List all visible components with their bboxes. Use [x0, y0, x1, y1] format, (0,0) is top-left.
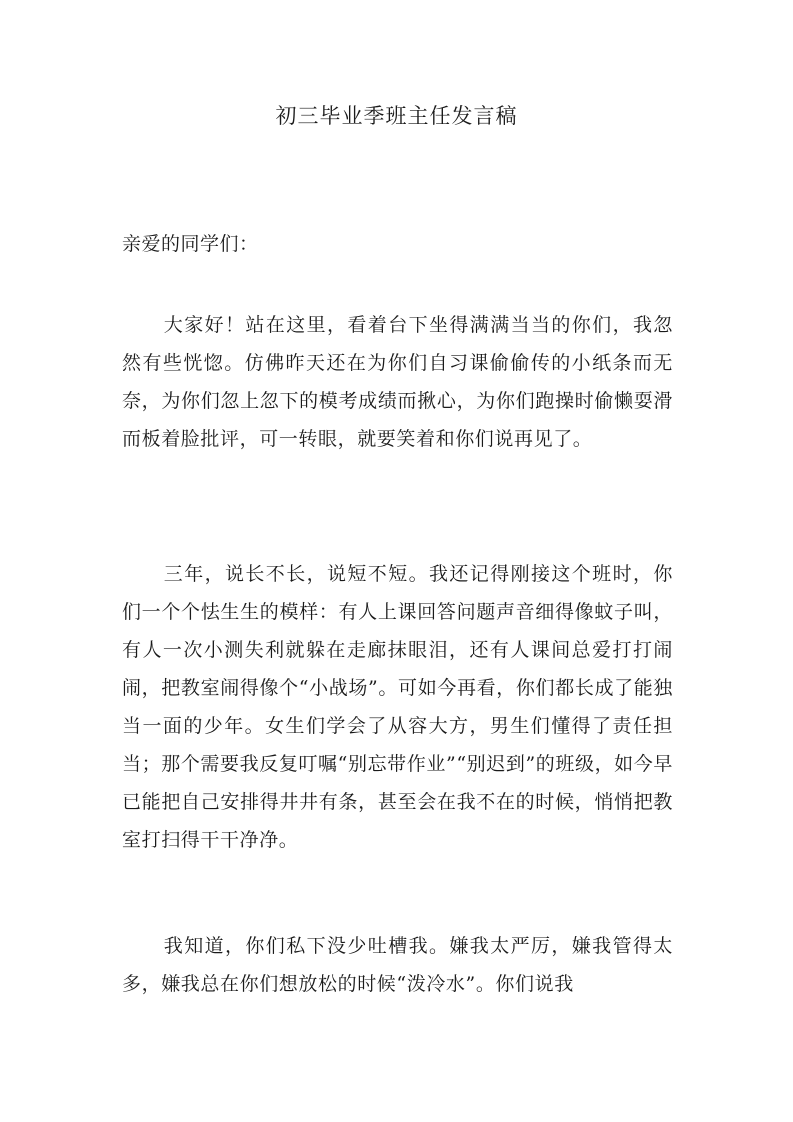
paragraph: 大家好！站在这里，看着台下坐得满满当当的你们，我忽然有些恍惚。仿佛昨天还在为你们自习课偷偷传的小纸条而无奈，为你们忽上忽下的模考成绩而揪心，为你们跑操时偷懒耍滑而板着脸批评，可一转眼，就要笑着和你们说再见了。: [122, 314, 673, 450]
paragraph: 三年，说长不长，说短不短。我还记得刚接这个班时，你们一个个怯生生的模样：有人上课回答问题声音细得像蚊子叫，有人一次小测失利就躲在走廊抹眼泪，还有人课间总爱打打闹闹，把教室闹得像个“小战场”。可如今再看，你们都长成了能独当一面的少年。女生们学会了从容大方，男生们懂得了责任担当；那个需要我反复叮嘱“别忘带作业”“别迟到”的班级，如今早已能把自己安排得井井有条，甚至会在我不在的时候，悄悄把教室打扫得干干净净。: [122, 563, 673, 851]
greeting-line: 亲爱的同学们：: [122, 233, 259, 255]
paragraph: 我知道，你们私下没少吐槽我。嫌我太严厉，嫌我管得太多，嫌我总在你们想放松的时候“泼冷水”。你们说我: [122, 935, 673, 995]
document-title: 初三毕业季班主任发言稿: [275, 104, 518, 128]
